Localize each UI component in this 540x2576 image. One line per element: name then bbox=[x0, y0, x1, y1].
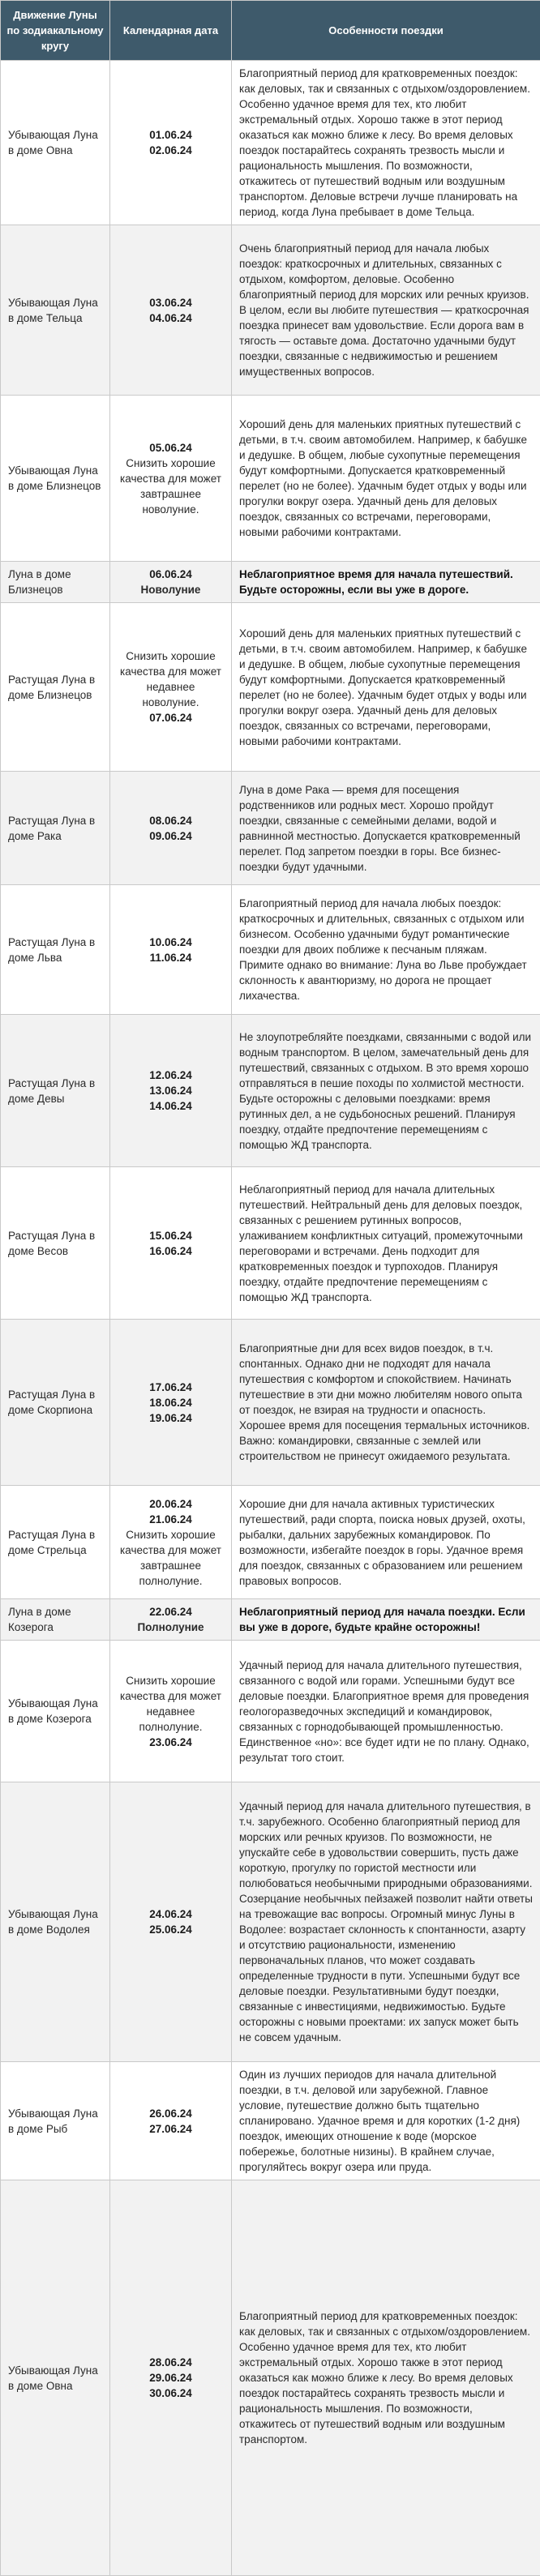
date: 04.06.24 bbox=[149, 311, 192, 324]
description-cell: Благоприятный период для кратковременных поездок: как деловых, так и связанных с отдыхом/оздоровлением. Особенно удачное время для тех, кто любит экстремальный отдых. Хорошо также в этот период оказаться как можно ближе к лесу. Во время деловых поездок постарайтесь сохранять трезвость мысли и рациональность мышления. По возможности, откажитесь от путешествий водным или воздушным транспортом. Деловые встречи лучше планировать на период, когда Луна пребывает в доме Тельца. bbox=[232, 61, 540, 225]
date: 17.06.24 bbox=[149, 1380, 192, 1393]
description-cell: Хорошие дни для начала активных туристических путешествий, ради спорта, поиска новых друзей, охоты, рыбалки, дальних зарубежных командировок. По возможности, избегайте поездок в горы. Удачное время для поездок, связанных с образованием или решением правовых вопросов. bbox=[232, 1486, 540, 1599]
table-row bbox=[1, 1167, 540, 1320]
date: 27.06.24 bbox=[149, 2122, 192, 2135]
date: 10.06.24 bbox=[149, 935, 192, 948]
description-cell: Луна в доме Рака — время для посещения родственников или родных мест. Хорошо пройдут поездки, связанные с семейными делами, водой и равнинной местностью. Допускается кратковременный перелет. Под запретом поездки в горы. Все бизнес-поездки будут удачными. bbox=[232, 772, 540, 885]
description-cell: Благоприятные дни для всех видов поездок, в т.ч. спонтанных. Однако дни не подходят для начала путешествия с комфортом и спокойствием. Начинать путешествие в эти дни можно любителям нового опыта от поездок, не взирая на трудности и опасность. Хорошее время для посещения термальных источников. Важно: командировки, связанные с землей или строительством не принесут ожидаемого результата. bbox=[232, 1320, 540, 1486]
moon-phase-cell: Растущая Луна в доме Рака bbox=[1, 772, 110, 885]
date: 13.06.24 bbox=[149, 1085, 192, 1097]
dates-cell bbox=[110, 2180, 232, 2576]
dates-cell bbox=[110, 1320, 232, 1486]
moon-phase-cell: Убывающая Луна в доме Овна bbox=[1, 2180, 110, 2576]
date: 23.06.24 bbox=[149, 1735, 192, 1748]
table-row bbox=[1, 225, 540, 396]
description-cell: Один из лучших периодов для начала длительной поездки, в т.ч. деловой или зарубежной. Главное условие, путешествие должно быть тщательно спланировано. Удачное время и для коротких (1-2 дня) поездок, имеющих отношение к воде (морское побережье, болотные низины). В крайнем случае, прогуляйтесь вокруг озера или пруда. bbox=[232, 2062, 540, 2180]
moon-phase-cell: Убывающая Луна в доме Овна bbox=[1, 61, 110, 225]
date: 09.06.24 bbox=[149, 829, 192, 842]
description-cell: Не злоупотребляйте поездками, связанными с водой или водным транспортом. В целом, замечательный день для путешествий, связанных с отдыхом. В это время хорошо отправляться в пешие походы по холмистой местности. Будьте осторожны с деловыми поездками: время рутинных дел, а не судьбоносных решений. Планируя поездку, отдайте предпочтение перемещениям с помощью ЖД транспорта. bbox=[232, 1015, 540, 1167]
moon-phase-cell: Растущая Луна в доме Девы bbox=[1, 1015, 110, 1167]
table-row bbox=[1, 1320, 540, 1486]
table-row bbox=[1, 1599, 540, 1641]
table-row bbox=[1, 1782, 540, 2062]
dates-cell bbox=[110, 1782, 232, 2062]
dates-cell bbox=[110, 1599, 232, 1641]
description-cell: Благоприятный период для кратковременных поездок: как деловых, так и связанных с отдыхом/оздоровлением. Особенно удачное время для тех, кто любит экстремальный отдых. Хорошо также в этот период оказаться как можно ближе к лесу. Во время деловых поездок постарайтесь сохранять трезвость мысли и рациональность мышления. По возможности, откажитесь от путешествий водным или воздушным транспортом. bbox=[232, 2180, 540, 2576]
table-header-row bbox=[1, 1, 540, 61]
moon-phase-cell: Растущая Луна в доме Стрельца bbox=[1, 1486, 110, 1599]
dates-cell bbox=[110, 772, 232, 885]
dates-cell bbox=[110, 1167, 232, 1320]
date: 06.06.24 bbox=[149, 568, 192, 580]
table-row bbox=[1, 772, 540, 885]
date: 24.06.24 bbox=[149, 1908, 192, 1920]
moon-phase-cell: Убывающая Луна в доме Рыб bbox=[1, 2062, 110, 2180]
moon-phase-cell: Растущая Луна в доме Близнецов bbox=[1, 603, 110, 772]
dates-cell bbox=[110, 61, 232, 225]
date: 14.06.24 bbox=[149, 1100, 192, 1112]
header-calendar-date: Календарная дата bbox=[110, 1, 232, 61]
date: 15.06.24 bbox=[149, 1229, 192, 1242]
moon-phase-cell: Луна в доме Близнецов bbox=[1, 562, 110, 603]
lunar-note: Снизить хорошие качества для может недавнее полнолуние. bbox=[120, 1674, 221, 1733]
date: 21.06.24 bbox=[149, 1513, 192, 1525]
description-cell: Благоприятный период для начала любых поездок: краткосрочных и длительных, связанных с отдыхом или бизнесом. Особенно удачными будут романтические поездки для двоих поближе к песчаным пляжам. Примите однако во внимание: Луна во Льве пробуждает склонность к авантюризму, но дорога не прощает лихачества. bbox=[232, 885, 540, 1015]
dates-cell bbox=[110, 1486, 232, 1599]
table-row bbox=[1, 2062, 540, 2180]
description-cell: Неблагоприятное время для начала путешествий. Будьте осторожны, если вы уже в дороге. bbox=[232, 562, 540, 603]
moon-phase-cell: Убывающая Луна в доме Тельца bbox=[1, 225, 110, 396]
moon-phase-cell: Растущая Луна в доме Льва bbox=[1, 885, 110, 1015]
moon-phase-cell: Убывающая Луна в доме Близнецов bbox=[1, 396, 110, 562]
lunar-event: Новолуние bbox=[140, 584, 201, 596]
lunar-note: Снизить хорошие качества для может завтрашнее новолуние. bbox=[120, 456, 221, 516]
date: 02.06.24 bbox=[149, 144, 192, 156]
description-cell: Неблагоприятный период для начала длительных путешествий. Нейтральный день для деловых поездок, связанных с решением рутинных вопросов, улаживанием конфликтных ситуаций, промежуточными переговорами и встречами. День подходит для кратковременных поездок и турпоходов. Планируя поездку, отдайте предпочтение перемещениям с помощью ЖД транспорта. bbox=[232, 1167, 540, 1320]
description-cell: Очень благоприятный период для начала любых поездок: краткосрочных и длительных, связанных с отдыхом, комфортом, деловые. Особенно благоприятный период для морских или речных круизов. В целом, если вы любите путешествия — краткосрочная поездка принесет вам удовольствие. Если дорога вам в тягость — оставьте дома. Достаточно удачными будут поездки, связанные с недвижимостью и решением имущественных вопросов. bbox=[232, 225, 540, 396]
moon-phase-cell: Луна в доме Козерога bbox=[1, 1599, 110, 1641]
table-row bbox=[1, 603, 540, 772]
table-row bbox=[1, 61, 540, 225]
date: 05.06.24 bbox=[149, 441, 192, 454]
table-row bbox=[1, 562, 540, 603]
moon-phase-cell: Убывающая Луна в доме Козерога bbox=[1, 1641, 110, 1782]
date: 18.06.24 bbox=[149, 1396, 192, 1409]
header-trip-features: Особенности поездки bbox=[232, 1, 540, 61]
header-moon-movement: Движение Луны по зодиакальному кругу bbox=[1, 1, 110, 61]
date: 07.06.24 bbox=[149, 712, 192, 724]
date: 30.06.24 bbox=[149, 2387, 192, 2399]
dates-cell bbox=[110, 562, 232, 603]
description-cell: Неблагоприятный период для начала поездки. Если вы уже в дороге, будьте крайне осторожны! bbox=[232, 1599, 540, 1641]
date: 25.06.24 bbox=[149, 1923, 192, 1936]
table-row bbox=[1, 2180, 540, 2576]
dates-cell bbox=[110, 225, 232, 396]
lunar-note: Снизить хорошие качества для может недавнее новолуние. bbox=[120, 650, 221, 708]
dates-cell bbox=[110, 2062, 232, 2180]
moon-phase-cell: Убывающая Луна в доме Водолея bbox=[1, 1782, 110, 2062]
description-cell: Хороший день для маленьких приятных путешествий с детьми, в т.ч. своим автомобилем. Например, к бабушке и дедушке. В общем, любые сухопутные перемещения будут комфортными. Допускается кратковременный перелет (но не более). Удачным будет отдых у воды или прогулки вокруг озера. Удачный день для деловых поездок, связанных со встречами, переговорами, новыми рабочими контрактами. bbox=[232, 396, 540, 562]
date: 03.06.24 bbox=[149, 296, 192, 309]
dates-cell bbox=[110, 603, 232, 772]
lunar-event: Полнолуние bbox=[137, 1621, 204, 1633]
table-row bbox=[1, 885, 540, 1015]
description-cell: Удачный период для начала длительного путешествия, в т.ч. зарубежного. Особенно благоприятный период для морских или речных круизов. По возможности, не упускайте себе в удовольствии совершить, пусть даже короткую, прогулку по гористой местности или полюбоваться необычными природными образованиями. Созерцание необычных пейзажей позволит найти ответы на тревожащие вас вопросы. Огромный минус Луны в Водолее: возрастает склонность к спонтанности, азарту и отсутствию рациональности, изменению первоначальных планов, что может создавать определенные трудности в пути. Успешными будут все деловые поездки. Результативными будут поездки, связанные с инвестициями, недвижимостью. Будьте осторожны с новыми проектами: их запуск может быть не совсем удачным. bbox=[232, 1782, 540, 2062]
dates-cell bbox=[110, 396, 232, 562]
description-cell: Хороший день для маленьких приятных путешествий с детьми, в т.ч. своим автомобилем. Например, к бабушке и дедушке. В общем, любые сухопутные перемещения будут комфортными. Допускается кратковременный перелет (но не более). Удачным будет отдых у воды или прогулки вокруг озера. Удачный день для деловых поездок, связанных со встречами, переговорами, новыми рабочими контрактами. bbox=[232, 603, 540, 772]
lunar-note: Снизить хорошие качества для может завтрашнее полнолуние. bbox=[120, 1528, 221, 1587]
date: 26.06.24 bbox=[149, 2107, 192, 2120]
date: 16.06.24 bbox=[149, 1244, 192, 1257]
date: 19.06.24 bbox=[149, 1411, 192, 1424]
description-cell: Удачный период для начала длительного путешествия, связанного с водой или горами. Успешными будут все деловые поездки. Благоприятное время для проведения геологоразведочных экспедиций и командировок, связанных с горнодобывающей промышленностью. Единственное «но»: все будет идти не по плану. Однако, результат того стоит. bbox=[232, 1641, 540, 1782]
date: 08.06.24 bbox=[149, 814, 192, 827]
date: 29.06.24 bbox=[149, 2372, 192, 2384]
moon-phase-cell: Растущая Луна в доме Скорпиона bbox=[1, 1320, 110, 1486]
date: 22.06.24 bbox=[149, 1606, 192, 1618]
dates-cell bbox=[110, 1641, 232, 1782]
date: 20.06.24 bbox=[149, 1497, 192, 1510]
dates-cell bbox=[110, 885, 232, 1015]
date: 01.06.24 bbox=[149, 129, 192, 141]
table-row bbox=[1, 1015, 540, 1167]
date: 11.06.24 bbox=[149, 951, 192, 964]
table-row bbox=[1, 1641, 540, 1782]
date: 28.06.24 bbox=[149, 2356, 192, 2368]
table-row bbox=[1, 1486, 540, 1599]
date: 12.06.24 bbox=[149, 1069, 192, 1081]
moon-phase-cell: Растущая Луна в доме Весов bbox=[1, 1167, 110, 1320]
table-row bbox=[1, 396, 540, 562]
dates-cell bbox=[110, 1015, 232, 1167]
